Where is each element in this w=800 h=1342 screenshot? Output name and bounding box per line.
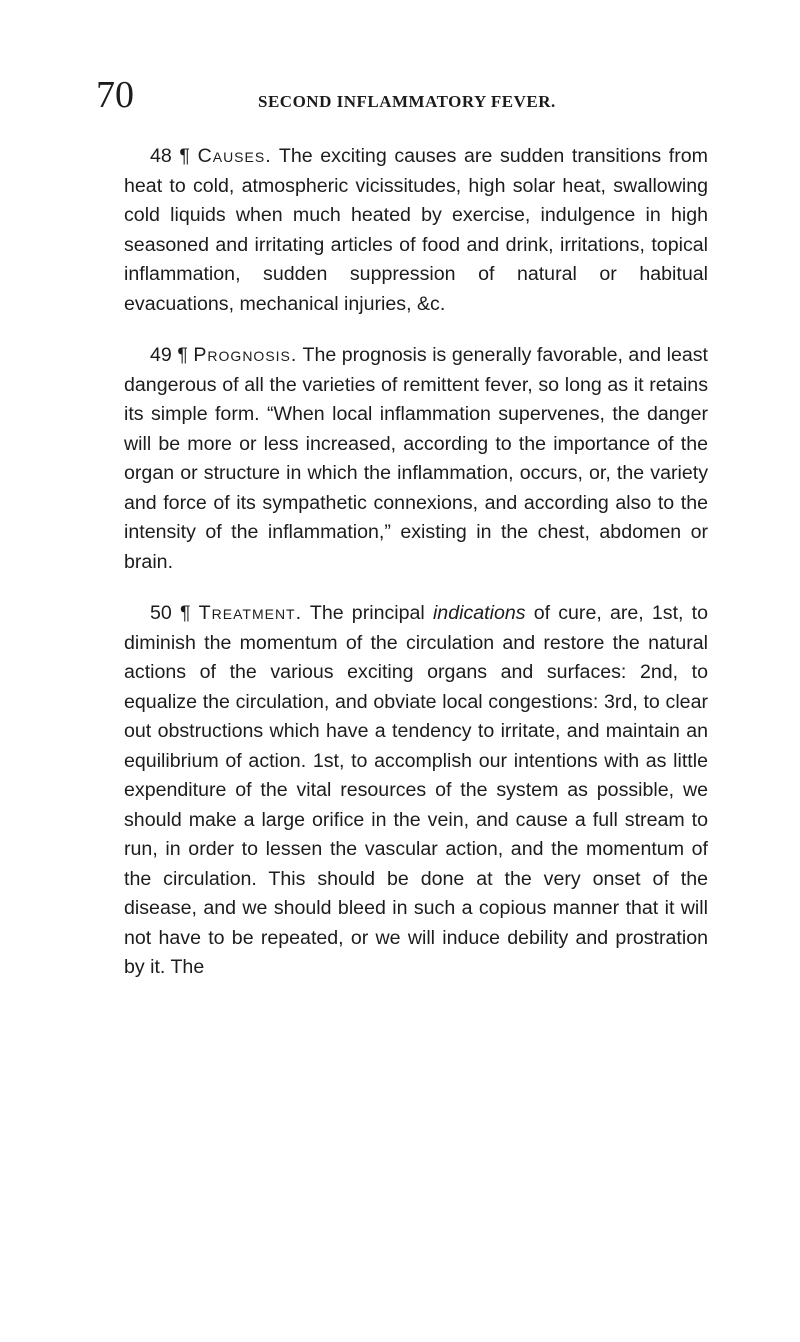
paragraph-number: 50 (150, 602, 172, 624)
paragraph-text-before: The principal (309, 602, 425, 624)
pilcrow-mark: ¶ (179, 145, 190, 167)
pilcrow-mark: ¶ (177, 344, 188, 366)
section-heading: Prognosis. (193, 344, 298, 366)
paragraph-number: 48 (150, 145, 172, 167)
paragraph-treatment (124, 599, 708, 983)
page-header (96, 74, 736, 130)
section-heading: Causes. (197, 145, 272, 167)
paragraph-text: The prognosis is generally favorable, and least dangerous of all the varieties of remittent fever, so long as it retains its simple form. “When local inflammation supervenes, the danger will be more or less increased, according to the importance of the organ or structure in which the inflammation, occurs, or, the variety and force of its sympathetic connexions, and according also to the intensity of the inflammation,” existing in the chest, abdomen or brain. (124, 344, 709, 573)
paragraph-number: 49 (150, 344, 172, 366)
pilcrow-mark: ¶ (179, 602, 191, 624)
section-heading: Treatment. (198, 602, 303, 624)
italic-term: indications (432, 602, 526, 624)
paragraph-text-after: of cure, are, 1st, to diminish the momentum of the circulation and restore the natural actions of the various exciting organs and surfaces: 2nd, to equalize the circulation, and obviate local congestions: 3rd, to clear out obstructions which have a tendency to irritate, and maintain an equilibrium of action. 1st, to accomplish our intentions with as little expenditure of the vital resources of the system as possible, we should make a large orifice in the vein, and cause a full stream to run, in order to lessen the vascular action, and the momentum of the circulation. This should be done at the very onset of the disease, and we should bleed in such a copious manner that it will not have to be repeated, or we will induce debility and prostration by it. The (124, 602, 708, 978)
running-head: SECOND INFLAMMATORY FEVER. (258, 92, 556, 111)
page-number: 70 (96, 74, 134, 116)
paragraph-prognosis (124, 341, 708, 577)
body-text (124, 142, 708, 1005)
paragraph-text: The exciting causes are sudden transitions from heat to cold, atmospheric vicissitudes, high solar heat, swallowing cold liquids when much heated by exercise, indulgence in high seasoned and irritating articles of food and drink, irritations, topical inflammation, sudden suppression of natural or habitual evacuations, mechanical injuries, &c. (124, 145, 708, 315)
paragraph-causes (124, 142, 708, 319)
